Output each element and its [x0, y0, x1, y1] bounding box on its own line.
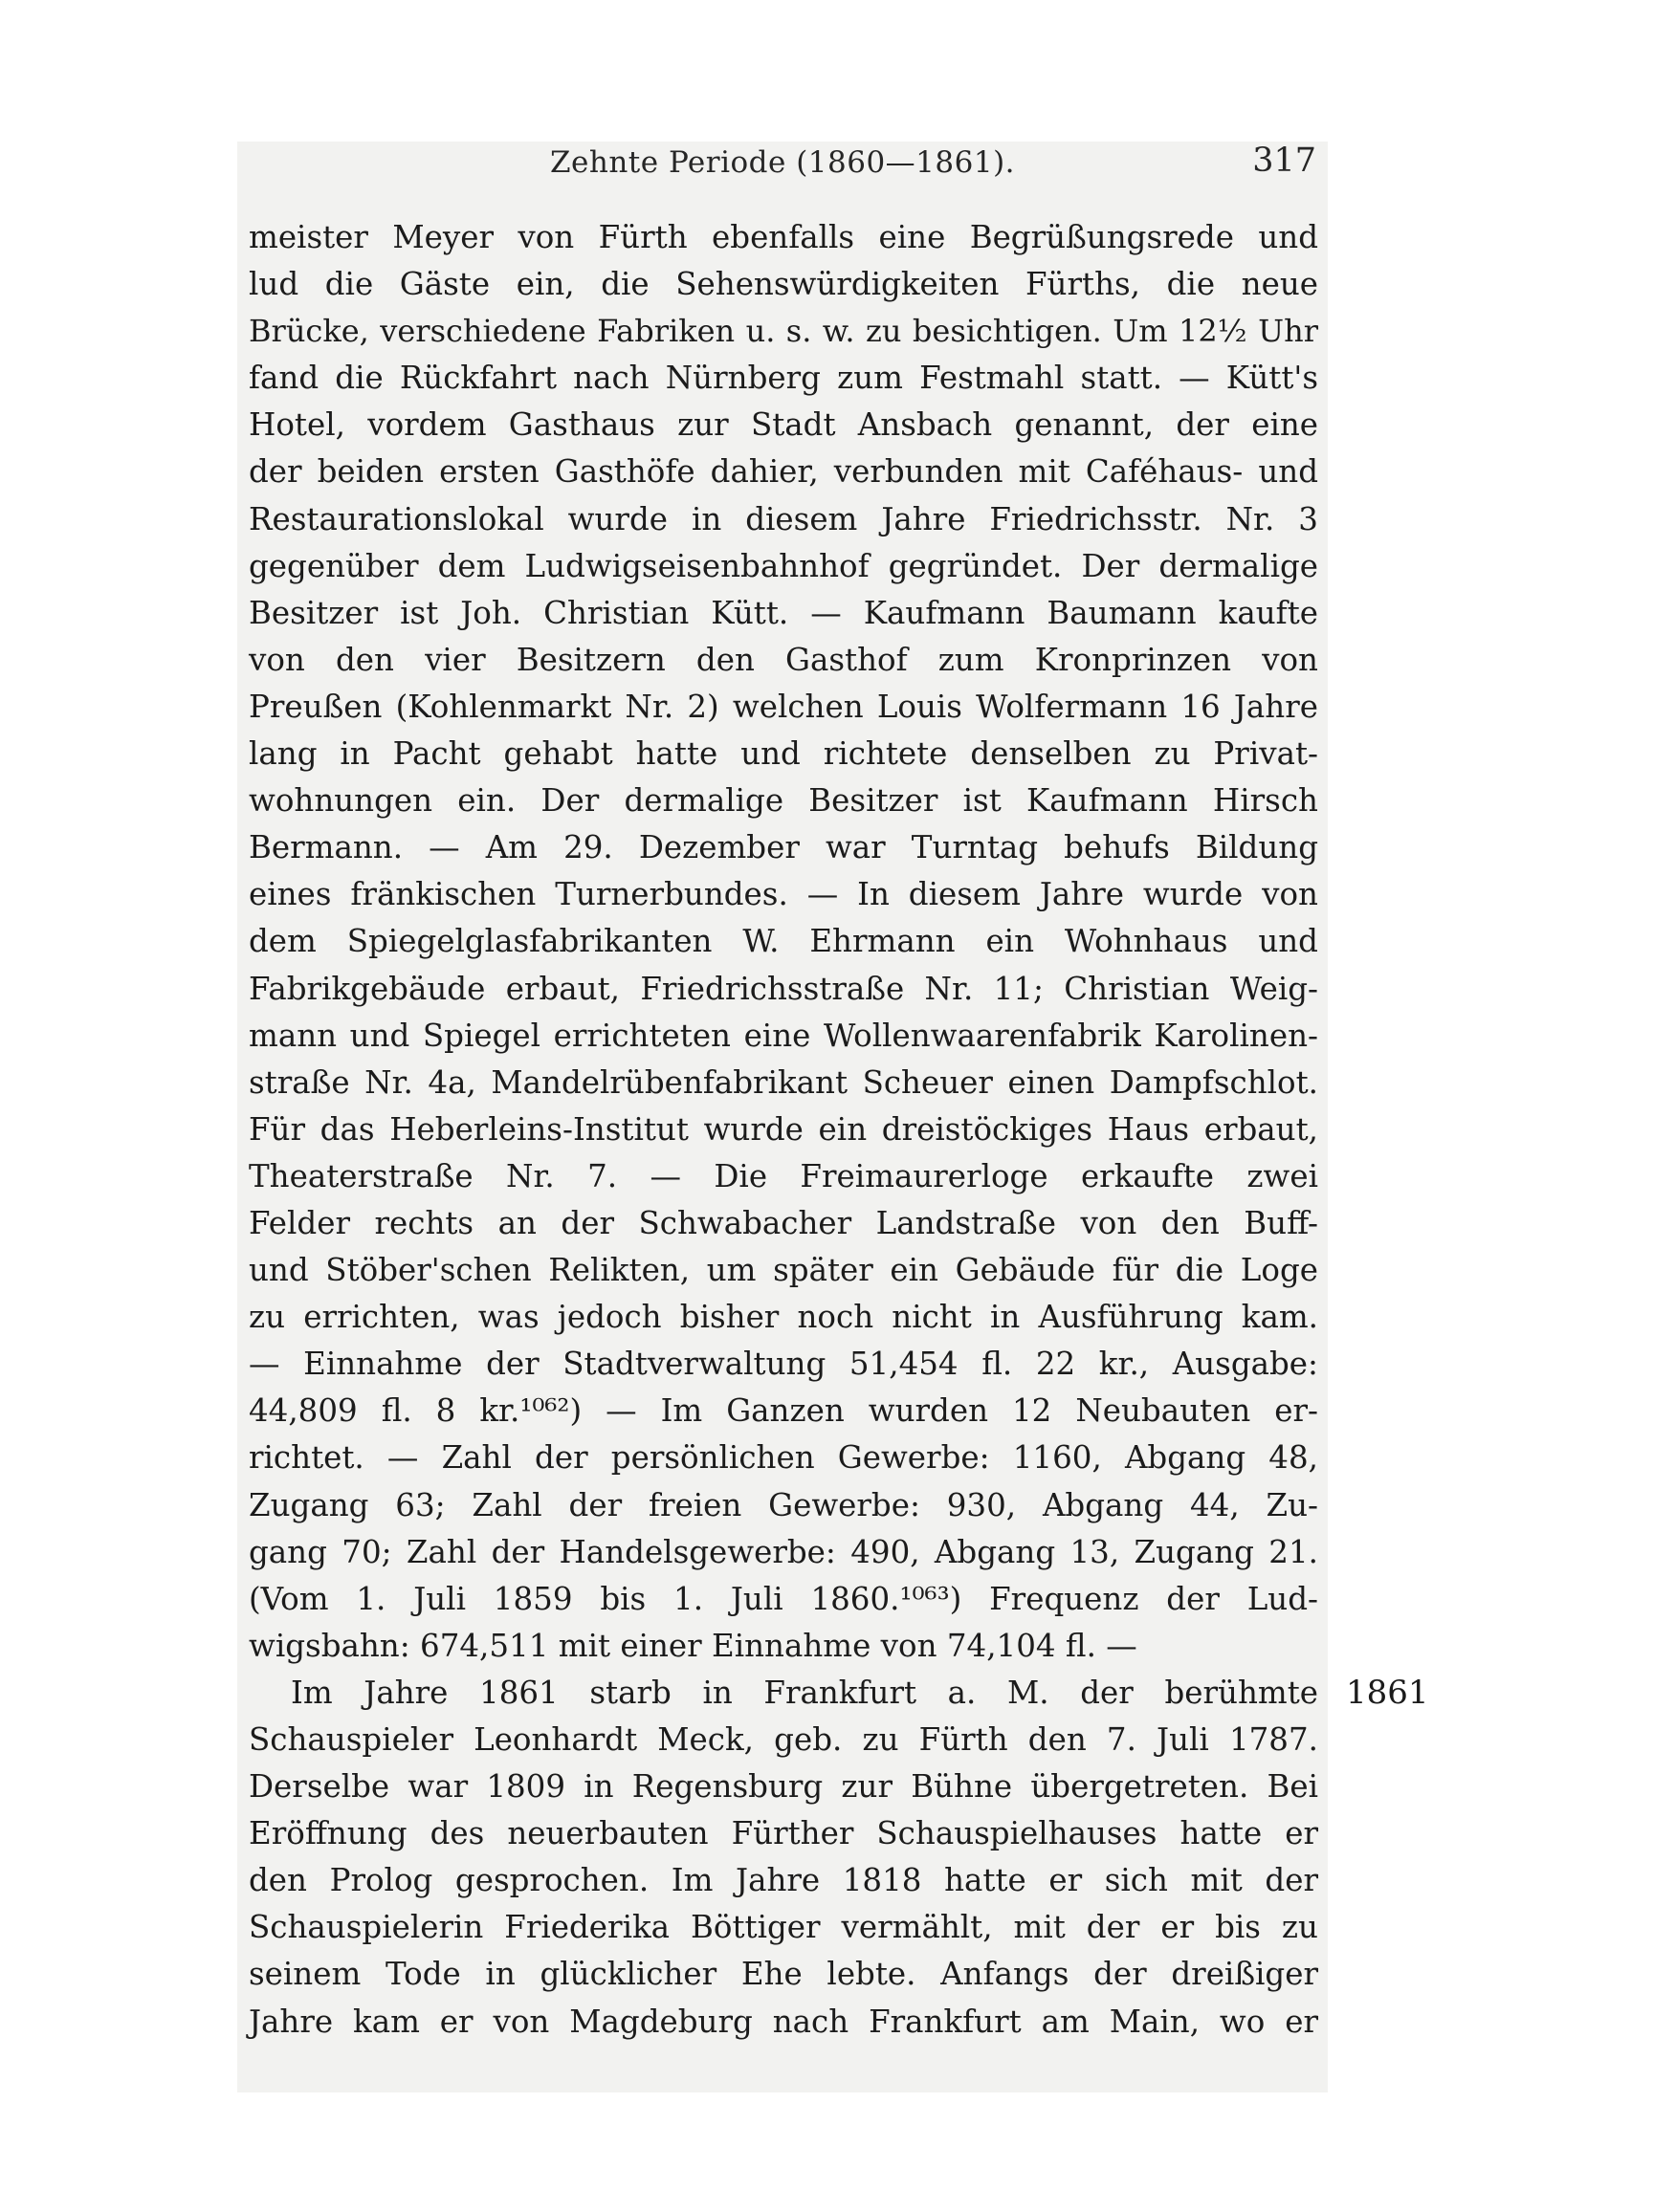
text-line: Für das Heberleins-Institut wurde ein dreistöckiges Haus erbaut,: [249, 1110, 1318, 1148]
text-line: 44,809 fl. 8 kr.¹⁰⁶²) — Im Ganzen wurden 12 Neubauten er-: [249, 1392, 1318, 1430]
text-line: Brücke, verschiedene Fabriken u. s. w. zu besichtigen. Um 12½ Uhr: [249, 313, 1318, 350]
text-line: Derselbe war 1809 in Regensburg zur Bühne übergetreten. Bei: [249, 1768, 1318, 1806]
text-line: Jahre kam er von Magdeburg nach Frankfurt am Main, wo er: [249, 2003, 1318, 2040]
text-line: wohnungen ein. Der dermalige Besitzer ist Kaufmann Hirsch: [249, 782, 1318, 820]
text-line: Restaurationslokal wurde in diesem Jahre Friedrichsstr. Nr. 3: [249, 500, 1318, 537]
text-line: Fabrikgebäude erbaut, Friedrichsstraße Nr. 11; Christian Weig-: [249, 970, 1318, 1007]
text-line: zu errichten, was jedoch bisher noch nicht in Ausführung kam.: [249, 1299, 1318, 1336]
text-line: Hotel, vordem Gasthaus zur Stadt Ansbach genannt, der eine: [249, 406, 1318, 444]
text-line: Schauspieler Leonhardt Meck, geb. zu Fürth den 7. Juli 1787.: [249, 1721, 1318, 1758]
text-line: der beiden ersten Gasthöfe dahier, verbunden mit Caféhaus- und: [249, 453, 1318, 491]
text-body: [249, 214, 1429, 2046]
book-page: [237, 142, 1429, 2092]
text-line: lang in Pacht gehabt hatte und richtete denselben zu Privat-: [249, 735, 1318, 773]
text-line: mann und Spiegel errichteten eine Wollenwaarenfabrik Karolinen-: [249, 1017, 1318, 1054]
text-line: Preußen (Kohlenmarkt Nr. 2) welchen Louis Wolfermann 16 Jahre: [249, 688, 1318, 725]
text-line: richtet. — Zahl der persönlichen Gewerbe: 1160, Abgang 48,: [249, 1439, 1318, 1477]
text-line: dem Spiegelglasfabrikanten W. Ehrmann ein Wohnhaus und: [249, 923, 1318, 960]
running-title: Zehnte Periode (1860—1861).: [549, 145, 1016, 180]
text-line: von den vier Besitzern den Gasthof zum Kronprinzen von: [249, 641, 1318, 678]
text-line: Eröffnung des neuerbauten Fürther Schauspielhauses hatte er: [249, 1815, 1318, 1852]
paragraph-start: Im Jahre 1861 starb in Frankfurt a. M. der berühmte: [291, 1674, 1318, 1711]
text-line: wigsbahn: 674,511 mit einer Einnahme von 74,104 fl. —: [249, 1627, 1137, 1664]
text-line: Bermann. — Am 29. Dezember war Turntag behufs Bildung: [249, 829, 1318, 866]
text-line: Schauspielerin Friederika Böttiger vermählt, mit der er bis zu: [249, 1909, 1318, 1946]
page-number: 317: [1252, 142, 1316, 180]
text-line: fand die Rückfahrt nach Nürnberg zum Festmahl statt. — Kütt's: [249, 360, 1318, 397]
text-line: und Stöber'schen Relikten, um später ein Gebäude für die Loge: [249, 1252, 1318, 1289]
text-line: Felder rechts an der Schwabacher Landstraße von den Buff-: [249, 1204, 1318, 1241]
text-line: [249, 1670, 1429, 1717]
text-line: Zugang 63; Zahl der freien Gewerbe: 930, Abgang 44, Zu-: [249, 1486, 1318, 1523]
text-line: meister Meyer von Fürth ebenfalls eine Begrüßungsrede und: [249, 219, 1318, 255]
text-line: gegenüber dem Ludwigseisenbahnhof gegründet. Der dermalige: [249, 547, 1318, 584]
text-line: seinem Tode in glücklicher Ehe lebte. Anfangs der dreißiger: [249, 1956, 1318, 1993]
text-line: gang 70; Zahl der Handelsgewerbe: 490, Abgang 13, Zugang 21.: [249, 1533, 1318, 1570]
text-line: — Einnahme der Stadtverwaltung 51,454 fl. 22 kr., Ausgabe:: [249, 1346, 1318, 1383]
text-line: (Vom 1. Juli 1859 bis 1. Juli 1860.¹⁰⁶³) Frequenz der Lud-: [249, 1580, 1318, 1617]
page-header: [237, 142, 1328, 208]
text-line: Theaterstraße Nr. 7. — Die Freimaurerloge erkaufte zwei: [249, 1157, 1318, 1194]
text-line: lud die Gäste ein, die Sehenswürdigkeiten Fürths, die neue: [249, 266, 1318, 303]
text-line: den Prolog gesprochen. Im Jahre 1818 hatte er sich mit der: [249, 1862, 1318, 1899]
text-line: straße Nr. 4a, Mandelrübenfabrikant Scheuer einen Dampfschlot.: [249, 1063, 1318, 1101]
text-line: Besitzer ist Joh. Christian Kütt. — Kaufmann Baumann kaufte: [249, 594, 1318, 631]
text-line: eines fränkischen Turnerbundes. — In diesem Jahre wurde von: [249, 876, 1318, 913]
margin-year-note: 1861: [1346, 1673, 1429, 1712]
